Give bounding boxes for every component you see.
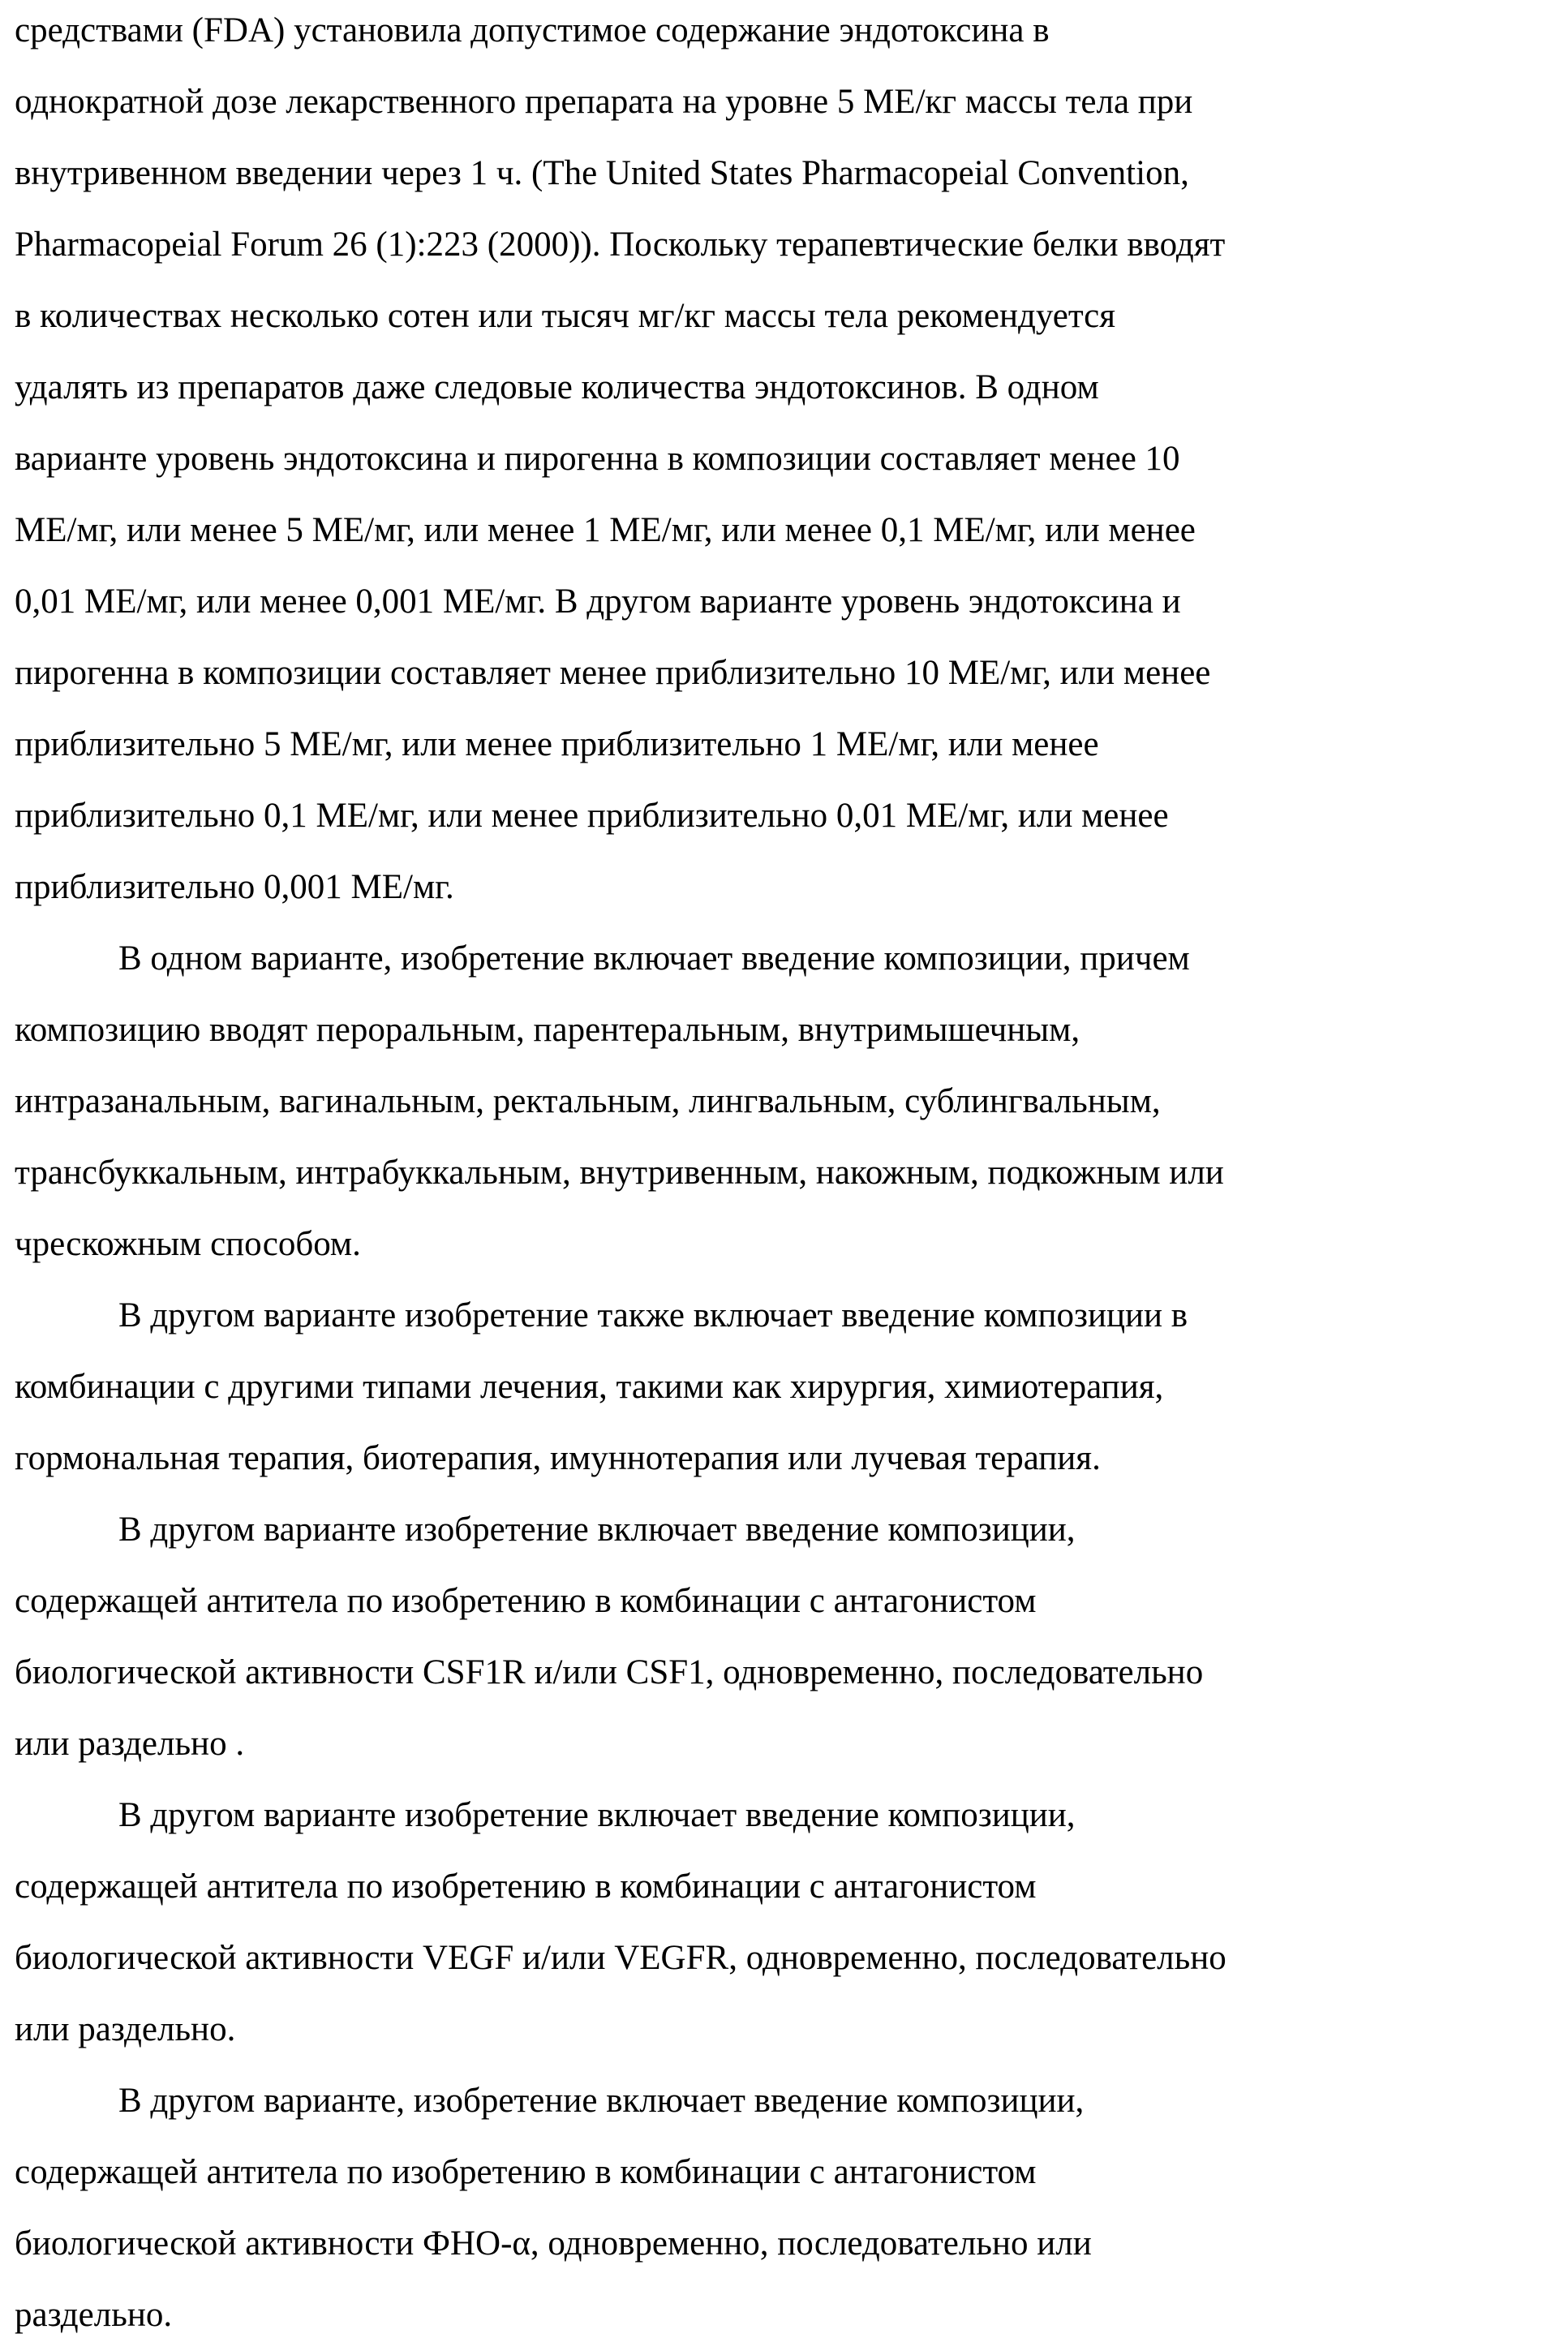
text-line: биологической активности ФНО-α, одновременно, последовательно или: [15, 2208, 1560, 2280]
text-line: в количествах несколько сотен или тысяч мг/кг массы тела рекомендуется: [15, 281, 1560, 352]
text-line: пирогенна в композиции составляет менее приблизительно 10 МЕ/мг, или менее: [15, 638, 1560, 709]
paragraph: [15, 0, 1560, 923]
paragraph: [15, 1280, 1560, 1494]
text-line: комбинации с другими типами лечения, такими как хирургия, химиотерапия,: [15, 1352, 1560, 1423]
text-line: интразанальным, вагинальным, ректальным, лингвальным, сублингвальным,: [15, 1066, 1560, 1137]
text-line: В другом варианте изобретение также включает введение композиции в: [15, 1280, 1560, 1352]
paragraph: [15, 2065, 1560, 2351]
text-line: 0,01 МЕ/мг, или менее 0,001 МЕ/мг. В другом варианте уровень эндотоксина и: [15, 566, 1560, 638]
text-line: трансбуккальным, интрабуккальным, внутривенным, накожным, подкожным или: [15, 1137, 1560, 1209]
text-line: однократной дозе лекарственного препарата на уровне 5 МЕ/кг массы тела при: [15, 67, 1560, 138]
text-line: или раздельно .: [15, 1708, 1560, 1780]
paragraph: [15, 923, 1560, 1280]
document-page: [15, 0, 1560, 2351]
text-line: МЕ/мг, или менее 5 МЕ/мг, или менее 1 МЕ/мг, или менее 0,1 МЕ/мг, или менее: [15, 495, 1560, 566]
text-line: приблизительно 5 МЕ/мг, или менее приблизительно 1 МЕ/мг, или менее: [15, 709, 1560, 780]
text-line: внутривенном введении через 1 ч. (The United States Pharmacopeial Convention,: [15, 138, 1560, 209]
text-line: содержащей антитела по изобретению в комбинации с антагонистом: [15, 1851, 1560, 1923]
text-line: Pharmacopeial Forum 26 (1):223 (2000)). Поскольку терапевтические белки вводят: [15, 209, 1560, 281]
text-line: или раздельно.: [15, 1994, 1560, 2065]
text-line: содержащей антитела по изобретению в комбинации с антагонистом: [15, 1566, 1560, 1637]
text-line: биологической активности CSF1R и/или CSF1, одновременно, последовательно: [15, 1637, 1560, 1708]
text-line: В другом варианте, изобретение включает введение композиции,: [15, 2065, 1560, 2137]
text-line: средствами (FDA) установила допустимое содержание эндотоксина в: [15, 0, 1560, 67]
text-line: чрескожным способом.: [15, 1209, 1560, 1280]
text-line: содержащей антитела по изобретению в комбинации с антагонистом: [15, 2137, 1560, 2208]
text-line: удалять из препаратов даже следовые количества эндотоксинов. В одном: [15, 352, 1560, 423]
text-line: В одном варианте, изобретение включает введение композиции, причем: [15, 923, 1560, 995]
text-line: композицию вводят пероральным, парентеральным, внутримышечным,: [15, 995, 1560, 1066]
text-line: раздельно.: [15, 2280, 1560, 2351]
paragraph: [15, 1494, 1560, 1780]
text-line: В другом варианте изобретение включает введение композиции,: [15, 1780, 1560, 1851]
paragraph: [15, 1780, 1560, 2065]
text-line: гормональная терапия, биотерапия, имуннотерапия или лучевая терапия.: [15, 1423, 1560, 1494]
text-line: приблизительно 0,001 МЕ/мг.: [15, 852, 1560, 923]
text-line: В другом варианте изобретение включает введение композиции,: [15, 1494, 1560, 1566]
text-line: варианте уровень эндотоксина и пирогенна в композиции составляет менее 10: [15, 423, 1560, 495]
text-line: приблизительно 0,1 МЕ/мг, или менее приблизительно 0,01 МЕ/мг, или менее: [15, 780, 1560, 852]
text-line: биологической активности VEGF и/или VEGFR, одновременно, последовательно: [15, 1923, 1560, 1994]
